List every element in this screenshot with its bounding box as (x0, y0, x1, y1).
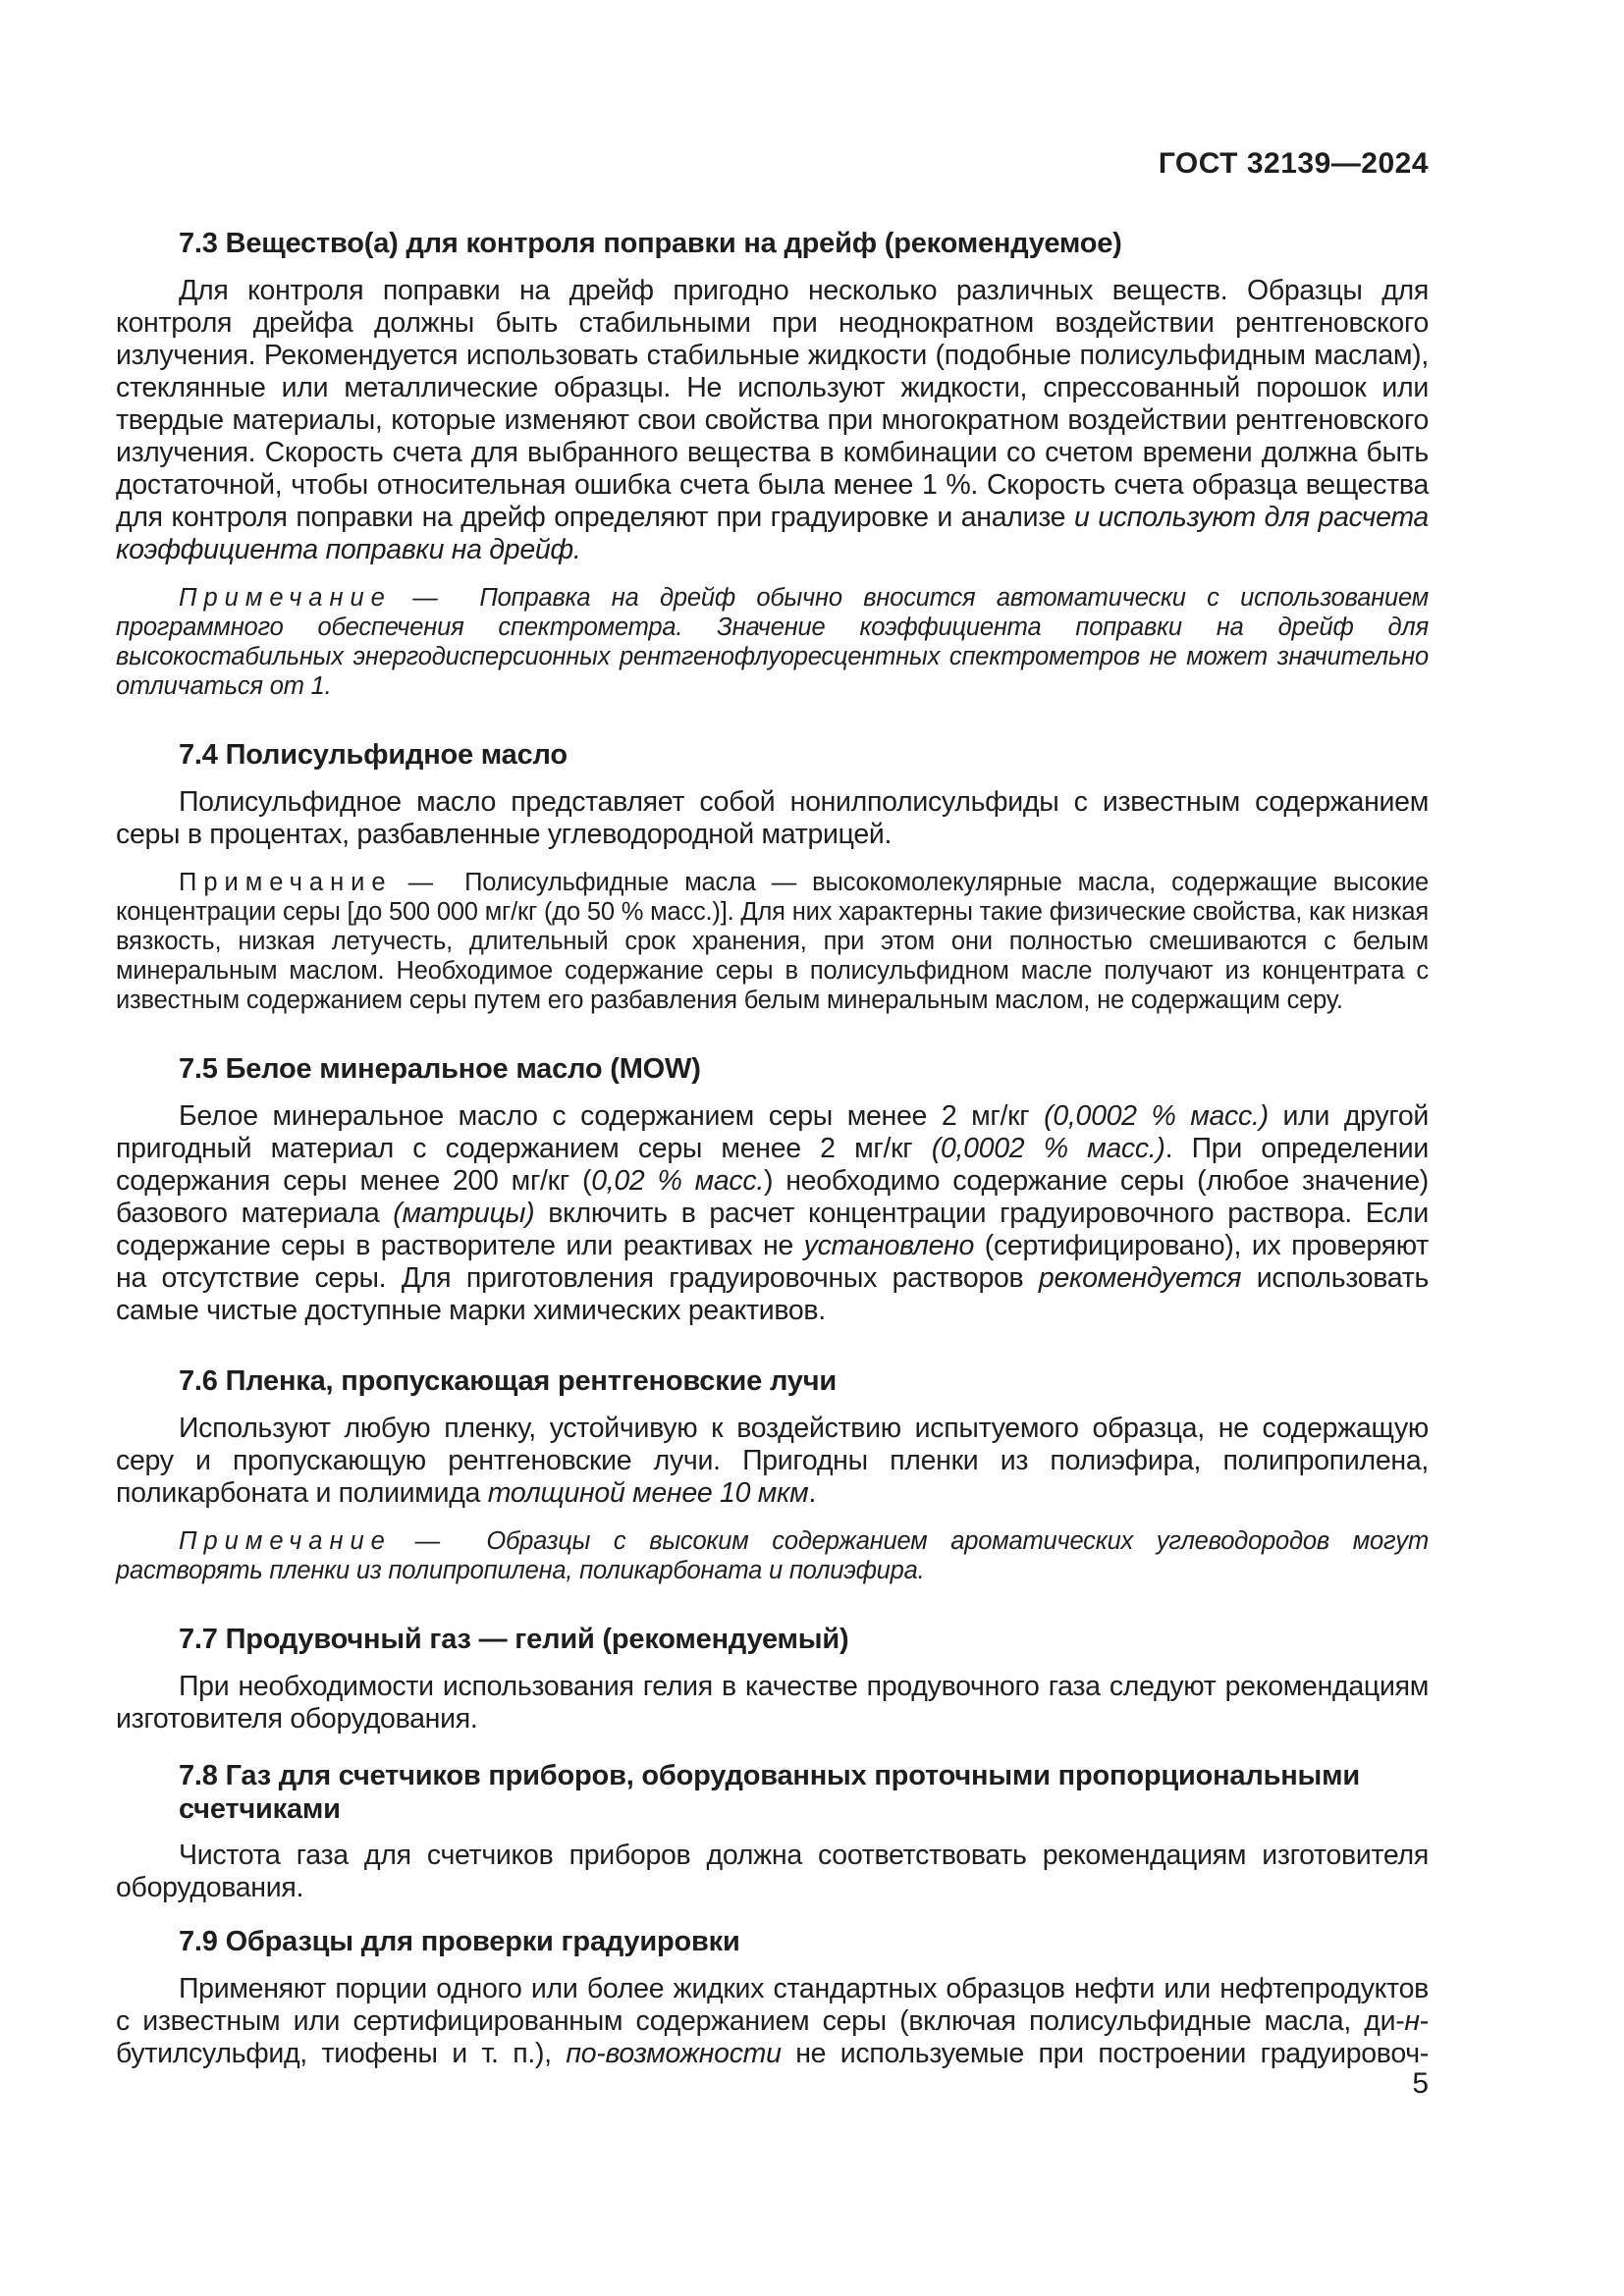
section-heading-7-3: 7.3 Вещество(а) для контроля поправки на дрейф (рекомендуемое) (179, 228, 1122, 259)
note-7-6: Примечание — Образцы с высоким содержанием ароматических углеводородов могут растворять пленки из полипропилена, поликарбоната и полиэфира. (116, 1527, 1429, 1584)
paragraph-7-8: Чистота газа для счетчиков приборов должна соответствовать рекомендациям изготовителя оборудования. (116, 1840, 1429, 1903)
paragraph-7-7: При необходимости использования гелия в качестве продувочного газа следуют рекомендациям изготовителя оборудования. (116, 1671, 1429, 1735)
document-blocks (116, 227, 1429, 2070)
paragraph-7-3: Для контроля поправки на дрейф пригодно несколько различных веществ. Образцы для контроля дрейфа должны быть стабильными при неоднократном воздействии рентгеновского излучения. Рекомендуется использовать стабильные жидкости (подобные полисульфидным маслам), стеклянные или металлические образцы. Не используют жидкости, спрессованный порошок или твердые материалы, которые изменяют свои свойства при многократном воздействии рентгеновского излучения. Скорость счета для выбранного вещества в комбинации со счетом времени должна быть достаточной, чтобы относительная ошибка счета была менее 1 %. Скорость счета образца вещества для контроля поправки на дрейф определяют при градуировке и анализе и используют для расчета коэффициента поправки на дрейф. (116, 275, 1429, 565)
page-number: 5 (1412, 2067, 1429, 2100)
document-code-header: ГОСТ 32139—2024 (1158, 147, 1429, 180)
paragraph-7-9: Применяют порции одного или более жидких стандартных образцов нефти или нефтепродуктов с известным или сертифицированным содержанием серы (включая полисульфидные масла, ди-н-бутилсульфид, тиофены и т. п.), по-возможности не используемые при построении градуировоч- (116, 1973, 1429, 2069)
section-heading-7-9: 7.9 Образцы для проверки градуировки (179, 1926, 740, 1957)
section-heading-7-4: 7.4 Полисульфидное масло (179, 739, 568, 771)
note-label: Примечание (179, 1527, 392, 1555)
paragraph-7-4: Полисульфидное масло представляет собой нонилполисульфиды с известным содержанием серы в процентах, разбавленные углеводородной матрицей. (116, 786, 1429, 850)
note-label: Примечание (179, 584, 392, 612)
note-7-3: Примечание — Поправка на дрейф обычно вносится автоматически с использованием программного обеспечения спектрометра. Значение коэффициента поправки на дрейф для высокостабильных энергодисперсионных рентгенофлуоресцентных спектрометров не может значительно отличаться от 1. (116, 584, 1429, 700)
section-heading-7-8: 7.8 Газ для счетчиков приборов, оборудованных проточными пропорциональными счетчиками (179, 1760, 1360, 1825)
section-heading-7-7: 7.7 Продувочный газ — гелий (рекомендуемый) (179, 1624, 849, 1655)
section-heading-7-6: 7.6 Пленка, пропускающая рентгеновские лучи (179, 1365, 837, 1397)
note-label: Примечание (179, 869, 393, 896)
paragraph-7-6: Используют любую пленку, устойчивую к воздействию испытуемого образца, не содержащую серу и пропускающую рентгеновские лучи. Пригодны пленки из полиэфира, полипропилена, поликарбоната и полиимида толщиной менее 10 мкм. (116, 1413, 1429, 1509)
section-heading-7-5: 7.5 Белое минеральное масло (MOW) (179, 1053, 701, 1085)
note-7-4: Примечание — Полисульфидные масла — высокомолекулярные масла, содержащие высокие концентрации серы [до 500 000 мг/кг (до 50 % масс.)]. Для них характерны такие физические свойства, как низкая вязкость, низкая летучесть, длительный срок хранения, при этом они полностью смешиваются с белым минеральным маслом. Необходимое содержание серы в полисульфидном масле получают из концентрата с известным содержанием серы путем его разбавления белым минеральным маслом, не содержащим серу. (116, 869, 1429, 1014)
paragraph-7-5: Белое минеральное масло с содержанием серы менее 2 мг/кг (0,0002 % масс.) или другой пригодный материал с содержанием серы менее 2 мг/кг (0,0002 % масс.). При определении содержания серы менее 200 мг/кг (0,02 % масс.) необходимо содержание серы (любое значение) базового материала (матрицы) включить в расчет концентрации градуировочного раствора. Если содержание серы в растворителе или реактивах не установлено (сертифицировано), их проверяют на отсутствие серы. Для приготовления градуировочных растворов рекомендуется использовать самые чистые доступные марки химических реактивов. (116, 1100, 1429, 1326)
